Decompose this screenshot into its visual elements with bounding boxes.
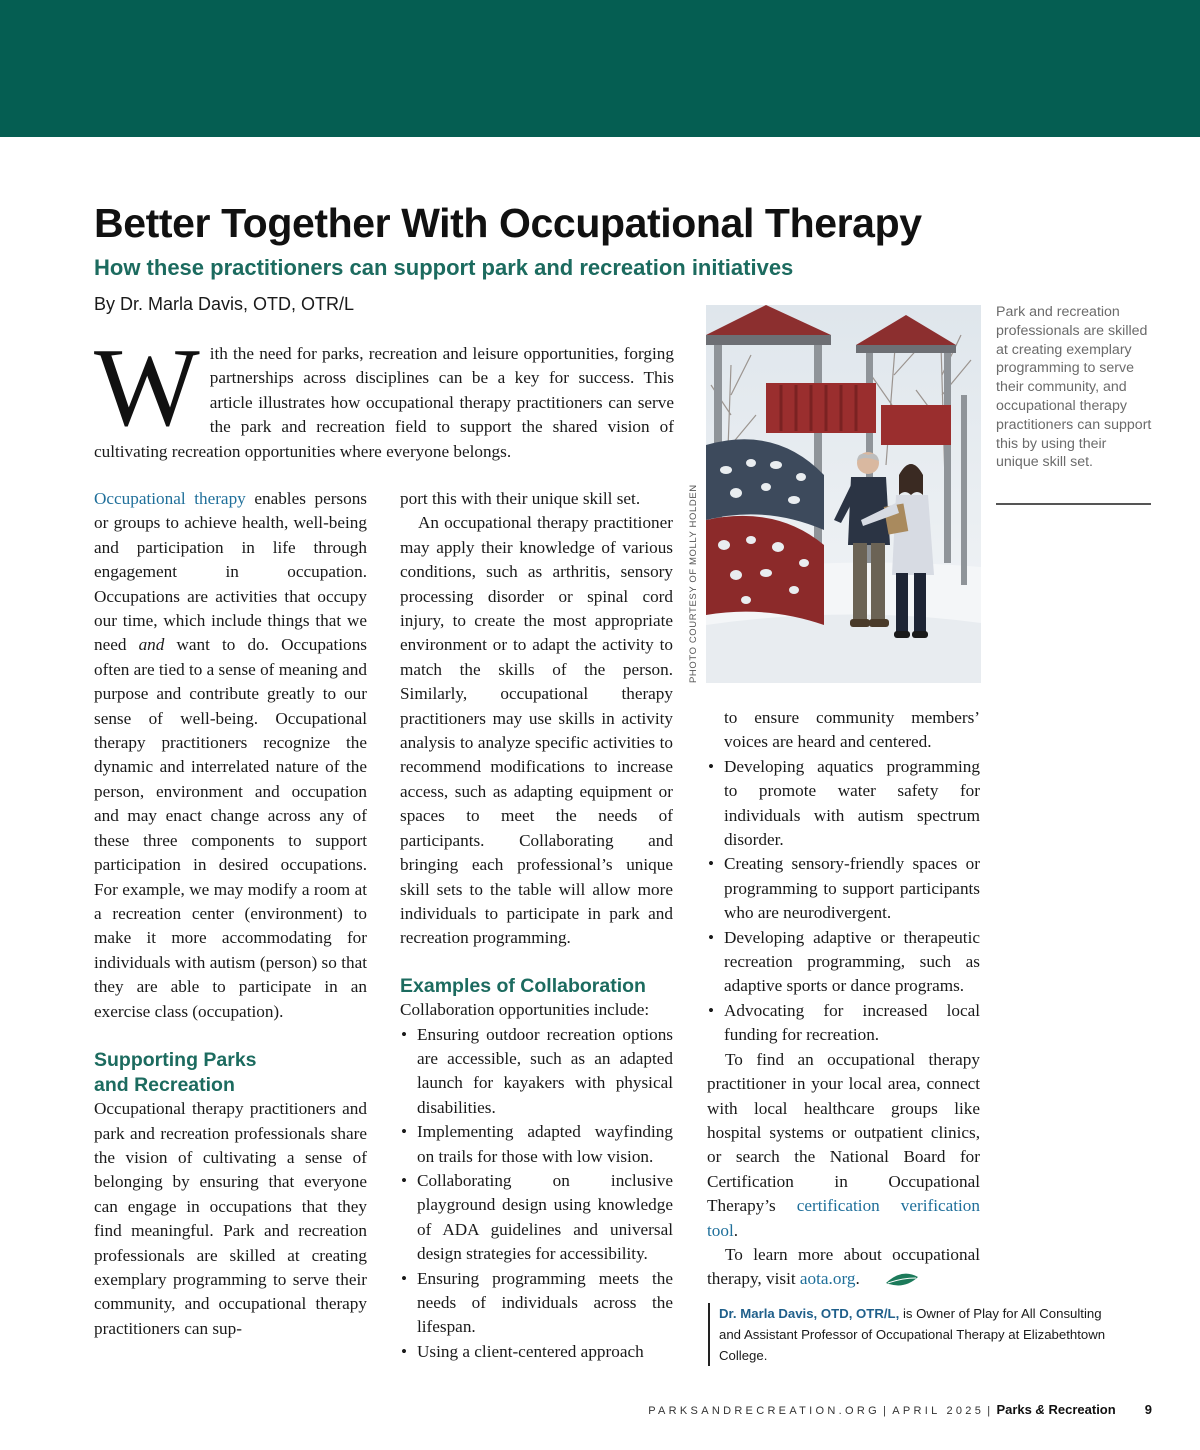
intro-paragraph xyxy=(94,326,674,464)
footer-separator: | xyxy=(883,1405,890,1417)
list-item: • Implementing adapted wayfinding on trails for those with low vision. xyxy=(400,1120,673,1169)
column-middle xyxy=(400,487,673,1364)
list-item: • Creating sensory-friendly spaces or programming to support participants who are neurodivergent. xyxy=(707,852,980,925)
footer-publication: Parks & Recreation xyxy=(996,1402,1116,1417)
article-title: Better Together With Occupational Therapy xyxy=(94,200,922,246)
playground-illustration xyxy=(706,305,981,683)
body-paragraph: port this with their unique skill set. xyxy=(400,489,641,508)
column-left xyxy=(94,487,367,1341)
body-paragraph: To learn more about occupational therapy, visit aota.org. xyxy=(707,1243,980,1296)
list-lead: Collaboration opportunities include: xyxy=(400,1000,650,1020)
section-heading-examples: Examples of Collaboration xyxy=(400,974,646,997)
occupational-therapy-link[interactable]: Occupational therapy xyxy=(94,489,246,508)
page-number: 9 xyxy=(1144,1402,1152,1417)
footer-separator: | xyxy=(987,1405,994,1417)
body-text: want to do. Occupations often are tied to a sense of meaning and purpose and contribute greatly to our sense of well-being. Occupational therapy practitioners recognize the dynamic and interrelated nature of the person, environment and occupation and may enact change across any of these three components to support participation in desired occupations. For example, we may modify a room at a recreation center (environment) to make it more accommodating for individuals with autism (person) so that they are able to participate in an exercise class (occupation). xyxy=(94,635,367,1021)
bio-text: is Owner of Play for All Consulting and Assistant Professor of Occupational Therapy at Elizabethtown College. xyxy=(719,1306,1106,1363)
certification-verification-link[interactable]: certification verification tool xyxy=(707,1196,980,1240)
list-item: • Collaborating on inclusive playground design using knowledge of ADA guidelines and universal design strategies for accessibility. xyxy=(400,1169,673,1267)
playground-photo xyxy=(706,305,981,683)
drop-cap: W xyxy=(94,326,200,450)
body-paragraph xyxy=(94,487,367,1024)
intro-text: ith the need for parks, recreation and leisure opportunities, forging partnerships across disciplines can be a key for success. This article illustrates how occupational therapy practitioners can serve the park and recreation field to support the shared vision of cultivating recreation opportunities where everyone belongs. xyxy=(94,344,674,461)
column-right xyxy=(707,706,980,1296)
byline: By Dr. Marla Davis, OTD, OTR/L xyxy=(94,294,355,314)
aota-link[interactable]: aota.org xyxy=(799,1269,856,1289)
collaboration-list-continued xyxy=(707,706,980,1048)
emphasis-text: and xyxy=(138,635,165,655)
author-name: Dr. Marla Davis, OTD, OTR/L, xyxy=(719,1306,900,1321)
section-heading-supporting: Supporting Parks and Recreation xyxy=(94,1049,257,1096)
page-footer xyxy=(560,1400,1152,1420)
list-item: • Ensuring programming meets the needs of individuals across the lifespan. xyxy=(400,1267,673,1340)
body-paragraph: An occupational therapy practitioner may apply their knowledge of various conditions, such as arthritis, sensory processing disorder or spinal cord injury, to create the most appropriate environment or to adapt the activity to match the skills of the person. Similarly, occupational therapy practitioners may use skills in activity analysis to analyze specific activities to recommend modifications to increase access, such as adapting equipment or spaces to meet the needs of participants. Collaborating and bringing each professional’s unique skill sets to the table will allow more individuals to participate in park and recreation programming. xyxy=(400,513,673,948)
article-subtitle: How these practitioners can support park and recreation initiatives xyxy=(94,255,794,280)
footer-site: PARKSANDRECREATION.ORG xyxy=(648,1405,880,1417)
list-item: to ensure community members’ voices are heard and centered. xyxy=(724,708,980,752)
leaf-end-icon xyxy=(866,1271,920,1295)
list-item: • Using a client-centered approach xyxy=(400,1340,673,1364)
list-item: • Developing aquatics programming to promote water safety for individuals with autism spectrum disorder. xyxy=(707,755,980,853)
body-text: enables persons or groups to achieve health, well-being and participation in life through engagement in occupation. Occupations are activities that occupy our time, which include things that we need xyxy=(94,489,367,655)
pull-quote-rule xyxy=(996,503,1151,505)
header-band xyxy=(0,0,1200,137)
list-item: • Developing adaptive or therapeutic recreation programming, such as adaptive sports or dance programs. xyxy=(707,926,980,999)
author-bio xyxy=(708,1303,1108,1366)
list-item: • Advocating for increased local funding for recreation. xyxy=(707,999,980,1048)
pull-quote: Park and recreation professionals are skilled at creating exemplary programming to serve their community, and occupational therapy practitioners can support this by using their unique skill set. xyxy=(996,304,1152,471)
body-paragraph: Occupational therapy practitioners and park and recreation professionals share the vision of cultivating a sense of belonging by ensuring that everyone can engage in occupations that they find meaningful. Park and recreation professionals are skilled at creating exemplary programming to serve their community, and occupational therapy practitioners can sup- xyxy=(94,1099,367,1338)
body-paragraph: To find an occupational therapy practitioner in your local area, connect with local healthcare groups like hospital systems or outpatient clinics, or search the National Board for Certification in Occupational Therapy’s certification verification tool. xyxy=(707,1049,980,1240)
list-item: • Ensuring outdoor recreation options are accessible, such as an adapted launch for kayakers with physical disabilities. xyxy=(400,1023,673,1121)
collaboration-list xyxy=(400,1023,673,1365)
footer-date: APRIL 2025 xyxy=(892,1405,985,1417)
photo-credit: PHOTO COURTESY OF MOLLY HOLDEN xyxy=(688,484,699,683)
